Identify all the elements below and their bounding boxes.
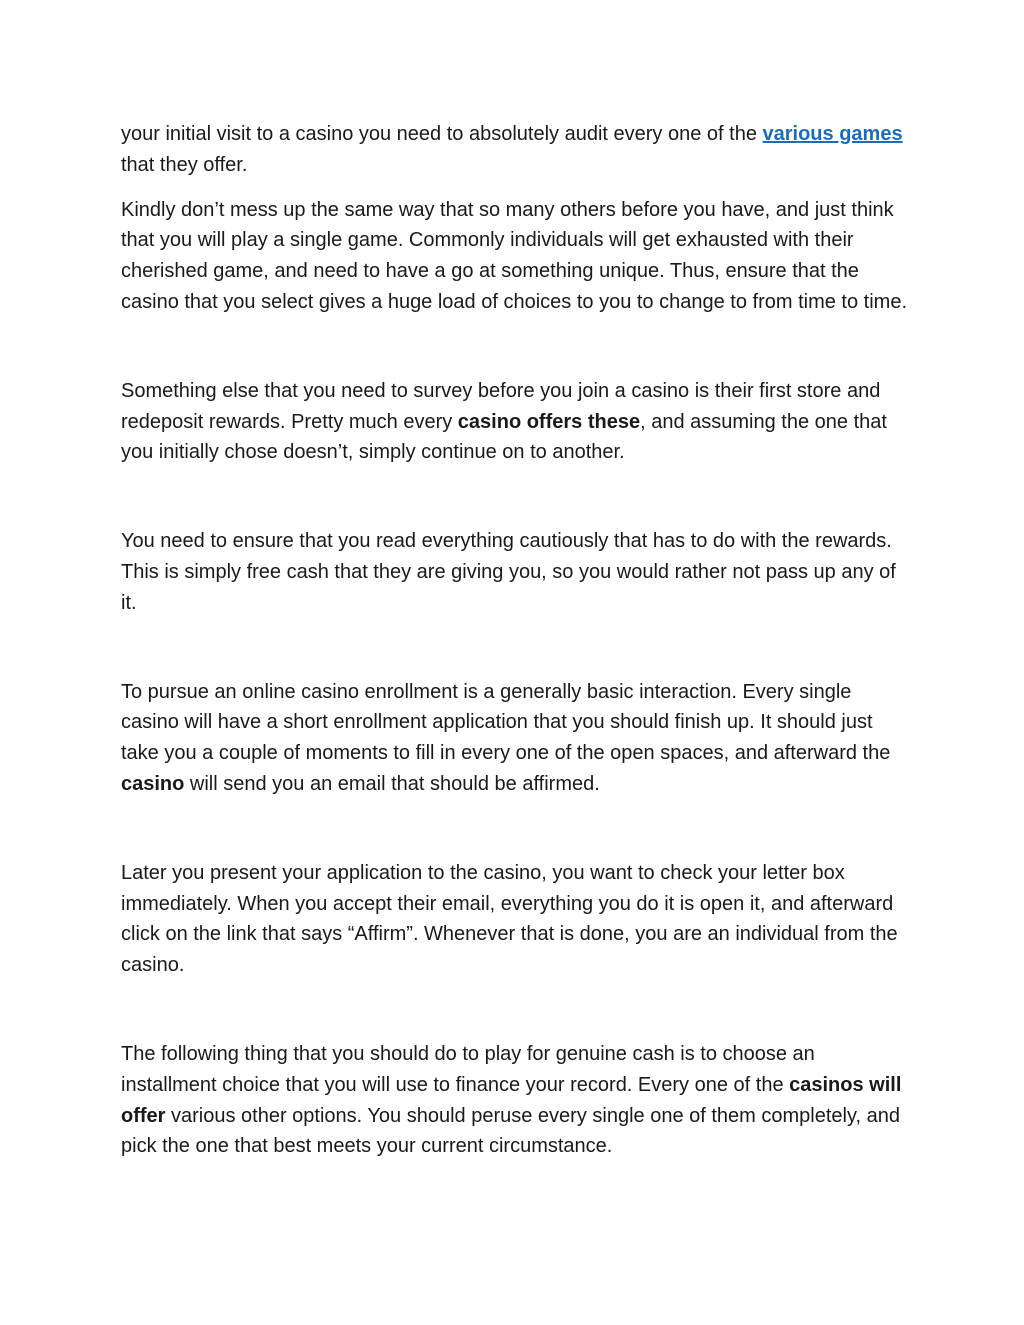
casino-bold: casino	[121, 772, 185, 795]
document-page	[121, 119, 911, 1162]
various-games-link[interactable]: various games	[762, 123, 903, 145]
paragraph-7-text-before: The following thing that you should do to play for genuine cash is to choose an installment choice that you will use to finance your record. Every one of the	[121, 1042, 815, 1096]
paragraph-5	[121, 677, 911, 800]
paragraph-4: You need to ensure that you read everything cautiously that has to do with the rewards. This is simply free cash that they are giving you, so you would rather not pass up any of it.	[121, 530, 896, 614]
paragraph-3-text-before: Something else that you need to survey before you join a casino is their first store and redeposit rewards. Pretty much every	[121, 379, 881, 433]
paragraph-1	[121, 119, 911, 181]
paragraph-7	[121, 1039, 911, 1162]
paragraph-5-text-after: will send you an email that should be affirmed.	[184, 772, 600, 795]
casinos-will-offer-bold: casinos will offer	[121, 1073, 902, 1127]
paragraph-1-text-before: your initial visit to a casino you need to absolutely audit every one of the	[121, 123, 763, 145]
paragraph-1-text-after: that they offer.	[121, 153, 248, 176]
paragraph-2: Kindly don’t mess up the same way that so many others before you have, and just think that you will play a single game. Commonly individuals will get exhausted with their cherished game, and need to have a go at something unique. Thus, ensure that the casino that you select gives a huge load of choices to you to change to from time to time.	[121, 198, 907, 313]
paragraph-3	[121, 376, 911, 468]
paragraph-7-text-after: various other options. You should peruse every single one of them completely, and pick the one that best meets your current circumstance.	[121, 1104, 900, 1158]
paragraph-5-text-before: To pursue an online casino enrollment is a generally basic interaction. Every single casino will have a short enrollment application that you should finish up. It should just take you a couple of moments to fill in every one of the open spaces, and afterward the	[121, 680, 891, 765]
paragraph-6: Later you present your application to the casino, you want to check your letter box immediately. When you accept their email, everything you do it is open it, and afterward click on the link that says “Affirm”. Whenever that is done, you are an individual from the casino.	[121, 861, 898, 977]
casino-offers-these-bold: casino offers these	[457, 410, 641, 433]
paragraph-3-text-after: , and assuming the one that you initially chose doesn’t, simply continue on to another.	[121, 410, 887, 464]
